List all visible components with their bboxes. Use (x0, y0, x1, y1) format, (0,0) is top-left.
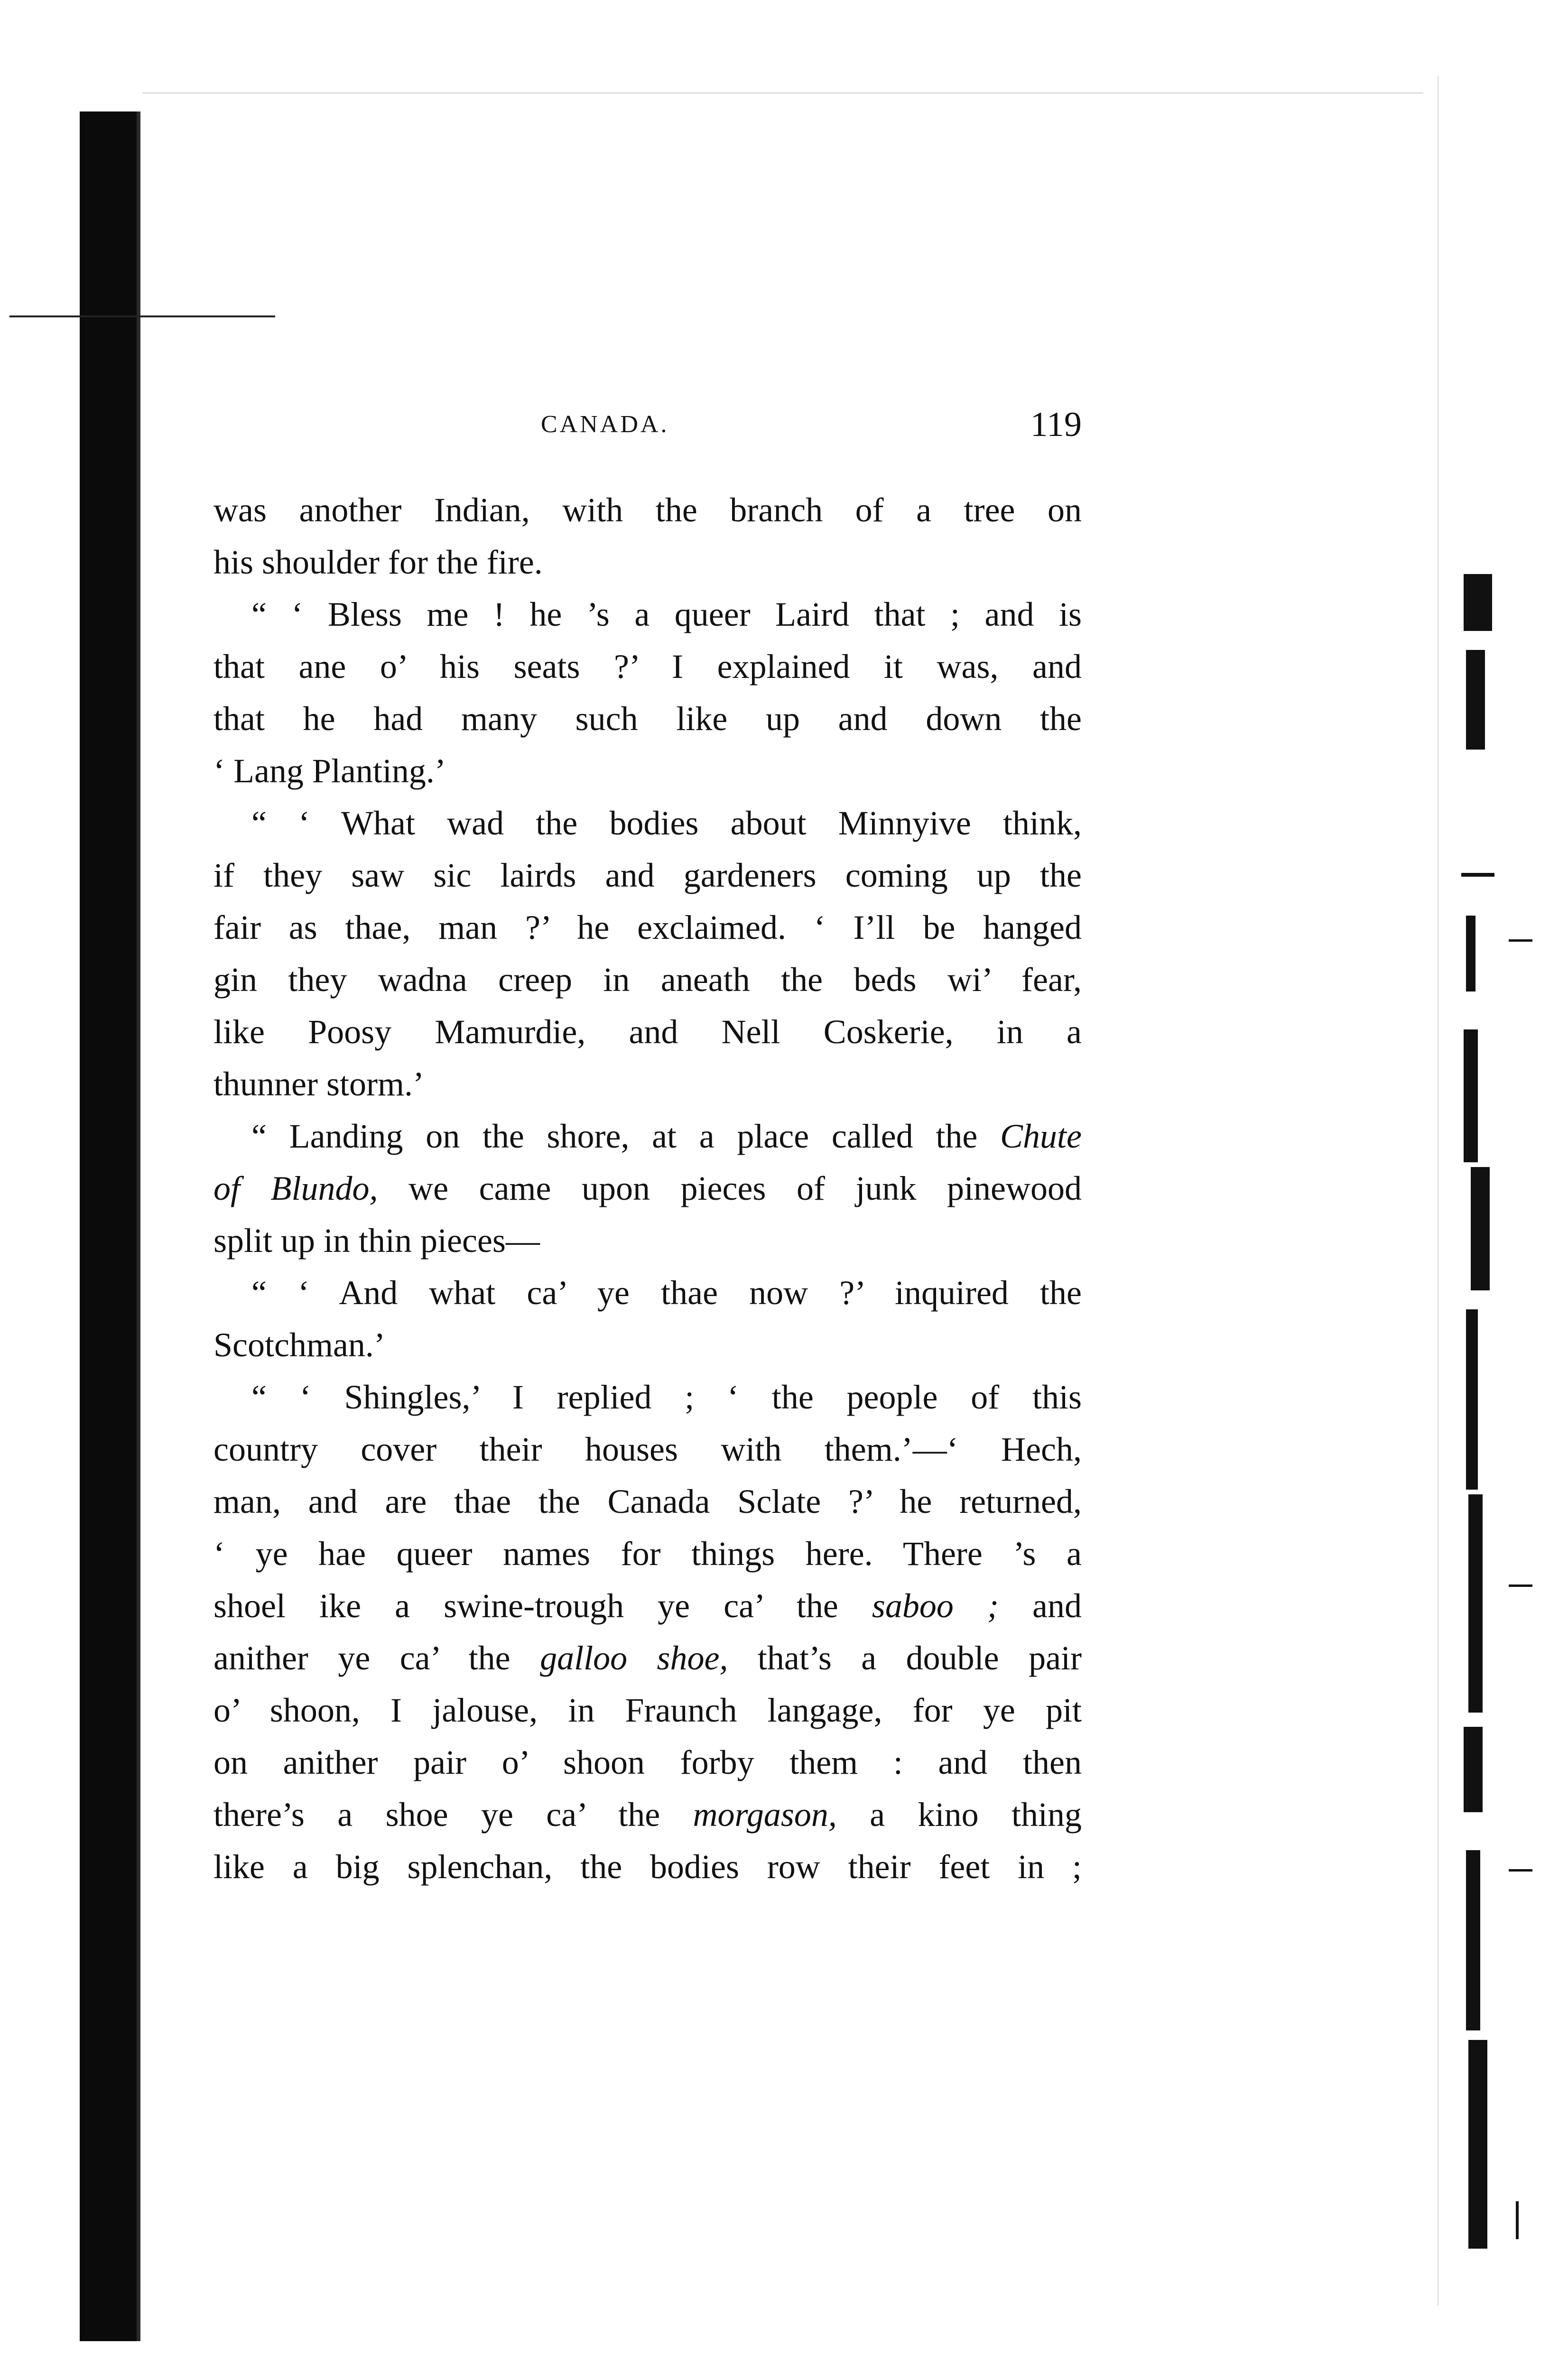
scan-rule-line (9, 315, 275, 317)
text-line: “ ‘ And what ca’ ye thae now ?’ inquired the (251, 1274, 1082, 1312)
text-line: was another Indian, with the branch of a tree on (213, 491, 1082, 529)
text-line: man, and are thae the Canada Sclate ?’ he returned, (213, 1482, 1082, 1520)
text-run: that’s a double pair (728, 1639, 1082, 1677)
text-line: if they saw sic lairds and gardeners coming up the (213, 856, 1082, 894)
running-header (213, 403, 1082, 446)
text-line (213, 1110, 1082, 1162)
text-line (213, 1580, 1082, 1632)
text-line: Scotchman.’ (213, 1326, 385, 1364)
text-line: gin they wadna creep in aneath the beds wi’ fear, (213, 961, 1082, 999)
text-line: like Poosy Mamurdie, and Nell Coskerie, in a (213, 1013, 1082, 1051)
text-line: ‘ ye hae queer names for things here. There ’s a (213, 1535, 1082, 1573)
italic-text: of Blundo, (213, 1169, 378, 1207)
text-line: on anither pair o’ shoon forby them : and then (213, 1743, 1082, 1781)
text-run: anither ye ca’ the (213, 1639, 540, 1677)
text-line: that ane o’ his seats ?’ I explained it was, and (213, 648, 1082, 686)
text-line (213, 1632, 1082, 1684)
text-line: country cover their houses with them.’—‘ Hech, (213, 1430, 1082, 1468)
text-run: and (998, 1587, 1082, 1625)
text-line: “ ‘ What wad the bodies about Minnyive think, (251, 804, 1082, 842)
text-line: o’ shoon, I jalouse, in Fraunch langage, for ye pit (213, 1691, 1082, 1729)
text-run: shoel ike a swine-trough ye ca’ the (213, 1587, 872, 1625)
text-line: that he had many such like up and down the (213, 700, 1082, 738)
text-line: his shoulder for the fire. (213, 543, 543, 581)
text-line: thunner storm.’ (213, 1065, 424, 1103)
text-line: ‘ Lang Planting.’ (213, 752, 446, 790)
body-text (213, 484, 1082, 1893)
text-line: fair as thae, man ?’ he exclaimed. ‘ I’ll be hanged (213, 908, 1082, 946)
text-line: “ ‘ Shingles,’ I replied ; ‘ the people of this (251, 1378, 1082, 1416)
text-run: “ Landing on the shore, at a place called the (251, 1117, 1001, 1155)
text-line (213, 1788, 1082, 1841)
binding-shadow (80, 111, 137, 2341)
italic-text: morgason, (693, 1796, 837, 1834)
binding-shadow-edge (137, 111, 140, 2341)
italic-text: saboo ; (872, 1587, 999, 1625)
text-line: like a big splenchan, the bodies row their feet in ; (213, 1848, 1082, 1886)
text-run: there’s a shoe ye ca’ the (213, 1796, 693, 1834)
running-title: CANADA. (541, 411, 669, 438)
text-line (213, 1162, 1082, 1214)
text-line: split up in thin pieces— (213, 1222, 540, 1260)
text-run: we came upon pieces of junk pinewood (378, 1169, 1082, 1207)
text-line: “ ‘ Bless me ! he ’s a queer Laird that ; and is (251, 595, 1082, 633)
text-run: a kino thing (836, 1796, 1082, 1834)
italic-text: Chute (1000, 1117, 1082, 1155)
page-number: 119 (1030, 405, 1082, 444)
italic-text: galloo shoe, (540, 1639, 728, 1677)
